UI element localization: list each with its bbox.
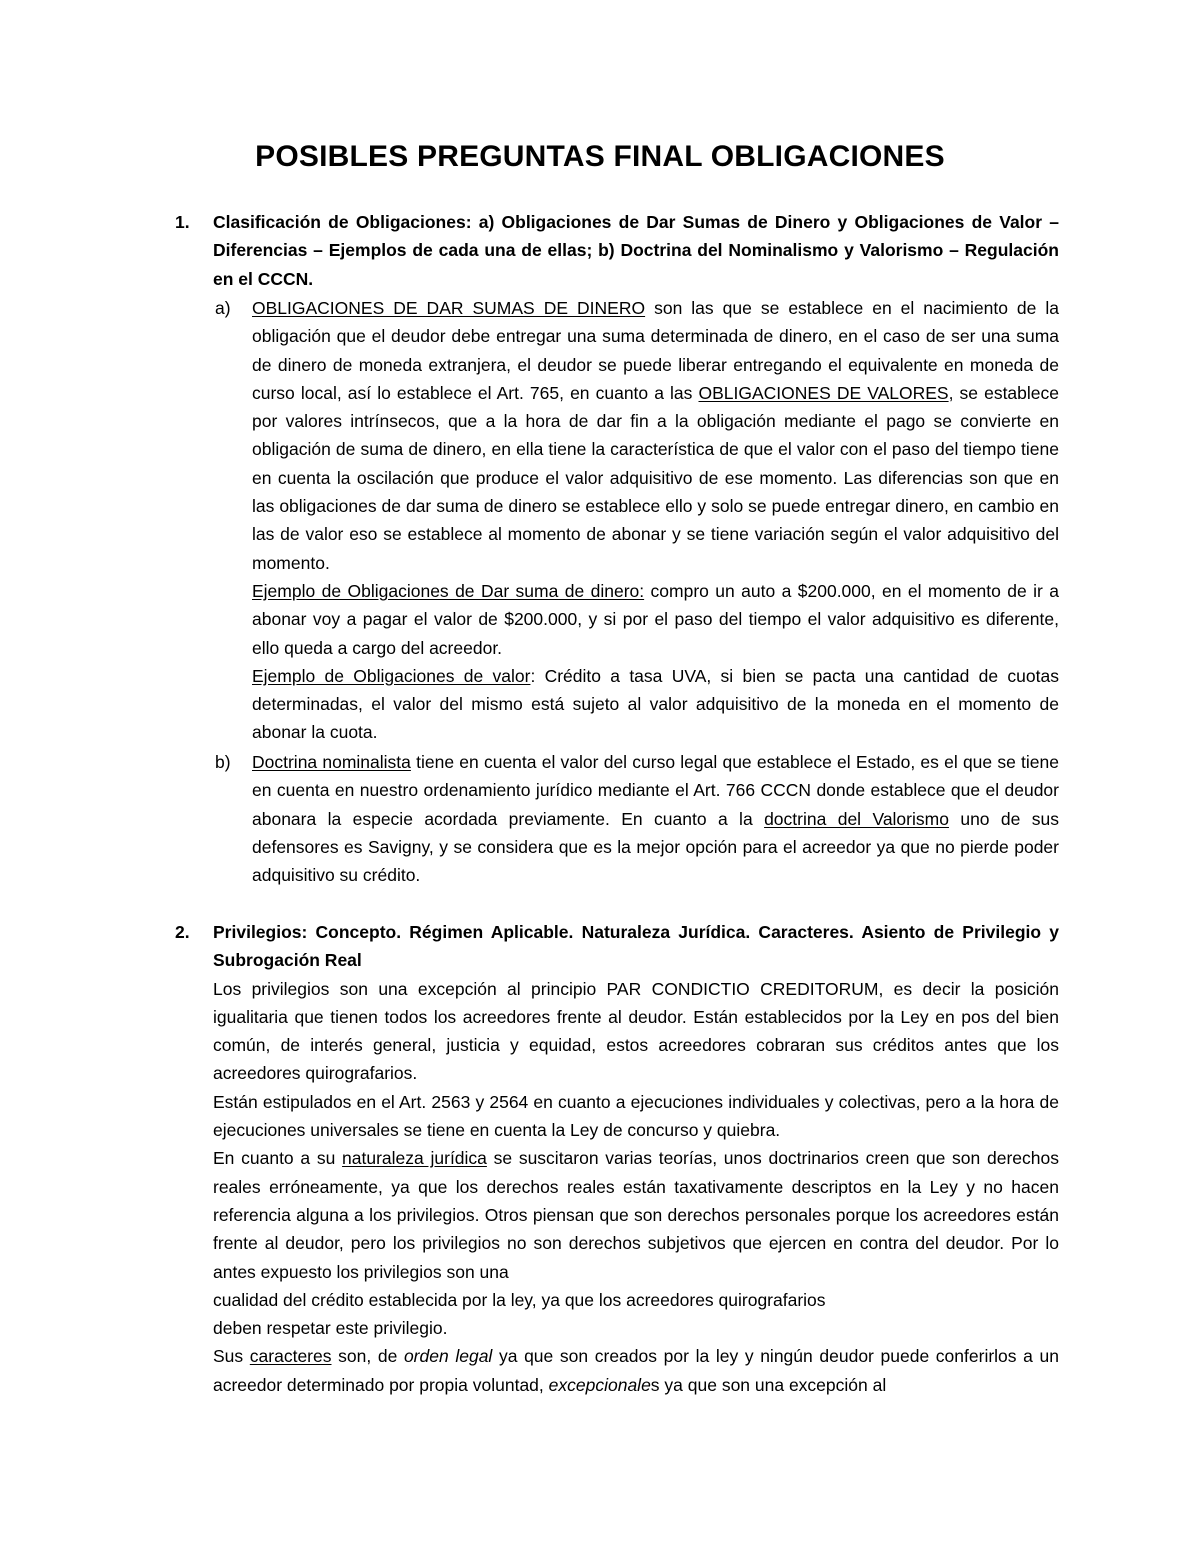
- question-1-a-marker: a): [215, 298, 231, 318]
- p4-mid-3: s ya que son una excepción al: [650, 1374, 887, 1395]
- question-2-heading: Privilegios: Concepto. Régimen Aplicable. Naturaleza Jurídica. Caracteres. Asiento de Privilegio y Subrogación Real: [213, 922, 1059, 971]
- p4-mid-1: son, de: [331, 1346, 404, 1367]
- privilegios-paragraph-4: [213, 1342, 1059, 1399]
- privilegios-paragraph-2: Están estipulados en el Art. 2563 y 2564 en cuanto a ejecuciones individuales y colectivas, pero a la hora de ejecuciones universales se tiene en cuenta la Ley de concurso y quiebra.: [213, 1091, 1059, 1141]
- term-excepcionales: excepcionale: [548, 1374, 651, 1395]
- example-valor-label: Ejemplo de Obligaciones de valor: [252, 665, 531, 686]
- privilegios-line-3: deben respetar este privilegio.: [213, 1318, 448, 1339]
- example-dinero: [252, 577, 1059, 662]
- question-2-number: 2.: [175, 922, 190, 942]
- privilegios-paragraph-3: [213, 1144, 1059, 1285]
- question-1-b-answer: [252, 748, 1059, 889]
- example-dinero-label: Ejemplo de Obligaciones de Dar suma de dinero:: [252, 580, 645, 601]
- p4-mid-2: ya que son creados por la ley y ningún deudor puede conferirlos a un acreedor determinado por propia voluntad,: [213, 1346, 1059, 1395]
- question-1-b-marker: b): [215, 752, 231, 772]
- example-valor-text: : Crédito a tasa UVA, si bien se pacta una cantidad de cuotas determinadas, el valor del mismo está sujeto al valor adquisitivo de la moneda en el momento de abonar la cuota.: [252, 665, 1059, 743]
- p4-pre: Sus: [213, 1346, 250, 1367]
- page-title: POSIBLES PREGUNTAS FINAL OBLIGACIONES: [255, 140, 945, 173]
- question-1-heading: Clasificación de Obligaciones: a) Obligaciones de Dar Sumas de Dinero y Obligaciones de Valor – Diferencias – Ejemplos de cada una de ellas; b) Doctrina del Nominalismo y Valorismo – Regulación en el CCCN.: [213, 212, 1059, 289]
- privilegios-paragraph-1: Los privilegios son una excepción al principio PAR CONDICTIO CREDITORUM, es decir la posición igualitaria que tienen todos los acreedores frente al deudor. Están establecidos por la Ley en pos del bien común, de interés general, justicia y equidad, estos acreedores cobraran sus créditos antes que los acreedores quirografarios.: [213, 978, 1059, 1084]
- term-naturaleza-juridica: naturaleza jurídica: [342, 1148, 487, 1169]
- term-caracteres: caracteres: [249, 1346, 332, 1367]
- term-doctrina-nominalista: Doctrina nominalista: [252, 752, 411, 772]
- term-obligaciones-dinero: OBLIGACIONES DE DAR SUMAS DE DINERO: [252, 298, 646, 318]
- answer-b-text-2: uno de sus defensores es Savigny, y se considera que es la mejor opción para el acreedor ya que no pierde poder adquisitivo su crédito.: [252, 808, 1060, 886]
- term-doctrina-valorismo: doctrina del Valorismo: [764, 808, 949, 829]
- question-2-body: [213, 918, 1059, 1399]
- p3-pre: En cuanto a su: [213, 1148, 343, 1169]
- p3-post: se suscitaron varias teorías, unos doctrinarios creen que son derechos reales erróneamente, ya que los derechos reales están taxativamente descriptos en la Ley y no hacen referencia alguna a los privilegios. Otros piensan que son derechos personales porque los acreedores están frente al deudor, pero los privilegios no son derechos subjetivos que ejercen en contra del deudor. Por lo antes expuesto los privilegios son una: [213, 1148, 1059, 1282]
- answer-b-text-1: tiene en cuenta el valor del curso legal que establece el Estado, es el que se tiene en cuenta en nuestro ordenamiento jurídico mediante el Art. 766 CCCN donde establece que el deudor abonara la especie acordada previamente. En cuanto a la: [252, 752, 1060, 829]
- example-dinero-text: compro un auto a $200.000, en el momento de ir a abonar voy a pagar el valor de $200.000, y si por el paso del tiempo el valor adquisitivo es diferente, ello queda a cargo del acreedor.: [252, 580, 1059, 658]
- question-1-a-answer: [252, 294, 1059, 747]
- answer-a-paragraph: [252, 294, 1059, 577]
- answer-b-paragraph: [252, 748, 1059, 889]
- privilegios-line-2: cualidad del crédito establecida por la ley, ya que los acreedores quirografarios: [213, 1289, 826, 1310]
- example-valor: [252, 662, 1059, 747]
- term-orden-legal: orden legal: [403, 1346, 493, 1367]
- question-1-number: 1.: [175, 212, 190, 232]
- answer-a-text-2: , se establece por valores intrínsecos, que a la hora de dar fin a la obligación mediante el pago se convierte en obligación de suma de dinero, en ella tiene la característica de que el valor con el paso del tiempo tiene en cuenta la oscilación que produce el valor adquisitivo de ese momento. Las diferencias son que en las obligaciones de dar suma de dinero se establece ello y solo se puede entregar dinero, en cambio en las de valor eso se establece al momento de abonar y se tiene variación según el valor adquisitivo del momento.: [252, 382, 1060, 573]
- term-obligaciones-valores: OBLIGACIONES DE VALORES: [698, 382, 949, 403]
- answer-a-text-1: son las que se establece en el nacimiento de la obligación que el deudor debe entregar una suma determinada de dinero, en el caso de ser una suma de dinero de moneda extranjera, el deudor se puede liberar entregando el equivalente en moneda de curso local, así lo establece el Art. 765, en cuanto a las: [252, 298, 1059, 403]
